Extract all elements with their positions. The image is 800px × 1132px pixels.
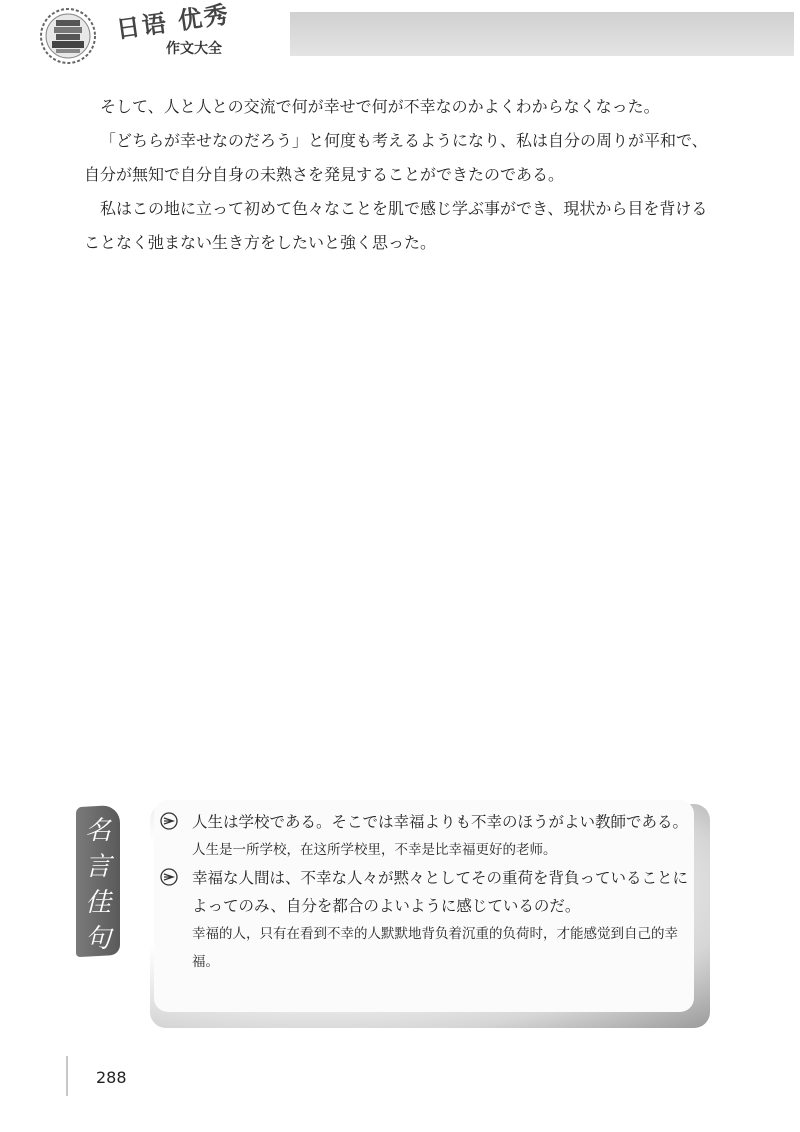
paragraph: 私はこの地に立って初めて色々なことを肌で感じ学ぶ事ができ、現状から目を背けることなく弛まない生き方をしたいと強く思った。 (84, 199, 708, 252)
quote-item (154, 808, 694, 864)
quote-japanese: 人生は学校である。そこでは幸福よりも不幸のほうがよい教師である。 (192, 813, 689, 831)
quote-chinese: 幸福的人，只有在看到不幸的人默默地背负着沉重的负荷时，才能感觉到自己的幸福。 (192, 926, 678, 970)
paragraph: そして、人と人との交流で何が幸せで何が不幸なのかよくわからなくなった。 (100, 97, 660, 116)
mingyan-char: 名 (84, 816, 111, 846)
mingyan-label (76, 806, 120, 956)
quote-japanese: 幸福な人間は、不幸な人々が黙々としてその重荷を背負っていることによってのみ、自分を都合のよいように感じているのだ。 (192, 869, 689, 915)
paragraph: 「どちらが幸せなのだろう」と何度も考えるようになり、私は自分の周りが平和で、自分が無知で自分自身の未熟さを発見することができたのである。 (84, 131, 708, 184)
quote-item (154, 864, 694, 976)
arrow-bullet-icon (160, 868, 178, 886)
arrow-bullet-icon (160, 812, 178, 830)
brand-subtitle: 作文大全 (166, 41, 222, 57)
page-number: 288 (96, 1068, 127, 1087)
mingyan-char: 句 (84, 924, 111, 954)
footer-divider (66, 1056, 68, 1096)
body-text (84, 90, 720, 260)
quote-box (150, 800, 706, 1022)
quote-box-panel (154, 800, 694, 1012)
header-band (290, 12, 794, 56)
quote-chinese: 人生是一所学校，在这所学校里，不幸是比幸福更好的老师。 (192, 842, 557, 858)
mingyan-char: 佳 (84, 888, 111, 918)
brand-title: 日语 优秀 (114, 0, 232, 44)
book-stack-icon (38, 6, 98, 66)
mingyan-char: 言 (84, 852, 111, 882)
